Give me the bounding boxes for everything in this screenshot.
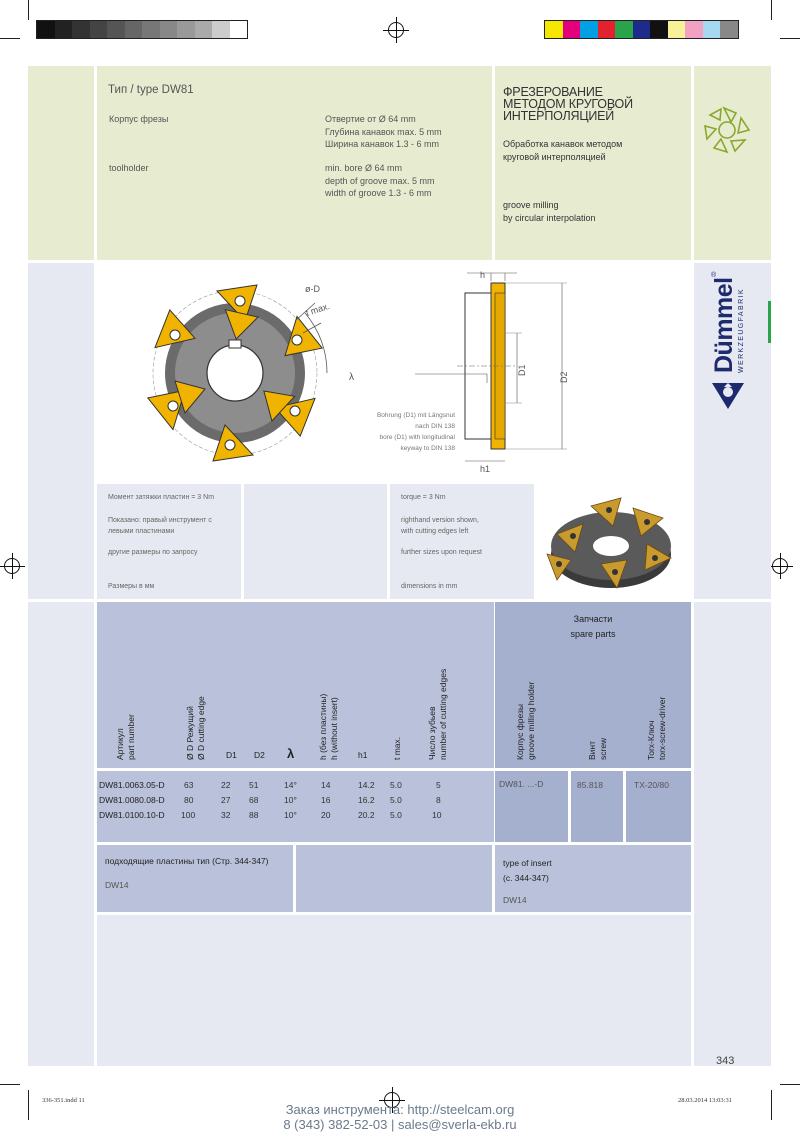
h-label: h: [480, 270, 486, 280]
col-header-h: [318, 694, 340, 760]
cell-d2: 68: [249, 795, 259, 805]
crop-mark: [0, 38, 20, 39]
product-photo: [537, 484, 691, 599]
d2-label: D2: [559, 371, 569, 383]
title-line: МЕТОДОМ КРУГОВОЙ: [503, 97, 633, 111]
h1-label: h1: [480, 464, 491, 474]
crop-mark: [780, 38, 800, 39]
spec-line: min. bore Ø 64 mm: [325, 163, 403, 173]
header-line: groove milling holder: [526, 681, 536, 760]
label-line: (с. 344-347): [503, 873, 549, 883]
cell-h: 14: [321, 780, 331, 790]
file-slug: 336-351.indd 11: [42, 1097, 85, 1104]
footer-website[interactable]: Заказ инструмента: http://steelcam.org: [285, 1102, 515, 1117]
spare-title-en: spare parts: [570, 629, 616, 639]
cell-lambda: 10°: [284, 795, 297, 805]
version-note-en: with cutting edges left: [401, 528, 469, 535]
spare-holder-value: DW81. ...-D: [499, 779, 544, 789]
cell-lambda: 10°: [284, 810, 297, 820]
title-line: ФРЕЗЕРОВАНИЕ: [503, 85, 603, 99]
timestamp-slug: 28.03.2014 13:03:31: [678, 1097, 732, 1104]
header-line: screw: [598, 737, 608, 760]
icon-panel: [694, 66, 771, 260]
cell-h: 16: [321, 795, 331, 805]
subtitle-line: Обработка канавок методом: [503, 139, 623, 149]
note-line: bore (D1) with longitudinal: [379, 434, 455, 441]
col-header-tmax: [392, 737, 403, 760]
note-line: nach DIN 138: [415, 423, 455, 430]
cell-h: 20: [321, 810, 331, 820]
technical-drawing-area: [97, 263, 691, 483]
subtitle-line: by circular interpolation: [503, 212, 596, 223]
color-bar: [544, 20, 739, 39]
registration-mark-left: [4, 558, 20, 574]
torque-note-en: torque = 3 Nm: [401, 494, 446, 501]
od-label: ø-D: [305, 284, 320, 294]
header-line: Ø D Режущий: [185, 706, 195, 760]
title-en-sub: [503, 199, 596, 224]
header-line: torx-screw-driver: [657, 696, 667, 760]
col-header-lambda: λ: [287, 746, 295, 761]
spare-title-ru: Запчасти: [573, 614, 613, 624]
cell-article: DW81.0100.10-D: [99, 810, 165, 820]
crop-mark: [780, 1084, 800, 1085]
cell-tmax: 5.0: [390, 810, 402, 820]
cutter-front-view: [148, 285, 327, 461]
header-line: number of cutting edges: [438, 668, 448, 760]
crop-mark: [771, 0, 772, 20]
cell-tmax: 5.0: [390, 780, 402, 790]
col-header-key: [646, 697, 668, 760]
technical-drawing: [97, 263, 691, 483]
col-header-z: [427, 669, 449, 760]
spec-line: depth of groove max. 5 mm: [325, 175, 435, 186]
col-header-screw: [587, 738, 609, 760]
header-line: h (without insert): [329, 697, 339, 760]
spec-line: width of groove 1.3 - 6 mm: [325, 188, 432, 198]
cell-d1: 27: [221, 795, 231, 805]
header-line: Артикул: [115, 728, 125, 760]
version-note-ru: Показано: правый инструмент с: [108, 517, 212, 524]
spec-line: Ширина канавок 1.3 - 6 mm: [325, 139, 440, 149]
cell-article: DW81.0063.05-D: [99, 780, 165, 790]
spare-screw-value: 85.818: [577, 780, 603, 790]
page-number: 343: [716, 1055, 735, 1067]
keyway-note: [377, 412, 456, 452]
registration-mark-right: [772, 558, 788, 574]
notes-ru-panel: [97, 484, 241, 599]
header-line: part number: [126, 714, 136, 760]
spare-holder-cell: [495, 771, 568, 842]
header-specs-panel: [97, 66, 492, 260]
note-line: keyway to DIN 138: [400, 445, 455, 452]
torque-note-ru: Момент затяжки пластин = 3 Nm: [108, 494, 215, 501]
drawing-margin: [28, 263, 94, 599]
sizes-note-ru: другие размеры по запросу: [108, 549, 198, 556]
header-line: Число зубьев: [427, 706, 437, 760]
order-footer: [0, 1102, 800, 1132]
inserts-ru-label: подходящие пластины тип (Стр. 344-347): [105, 856, 269, 866]
header-line: Ø D cutting edge: [196, 696, 206, 760]
col-header-d1: D1: [226, 750, 237, 760]
body-en-label: toolholder: [109, 163, 149, 173]
header-line: Torx-Ключ: [646, 720, 656, 760]
sizes-note-en: further sizes upon request: [401, 549, 482, 556]
crop-mark: [28, 0, 29, 20]
tmax-label: t max.: [304, 300, 331, 318]
version-note-en: righthand version shown,: [401, 517, 479, 524]
d1-label: D1: [517, 364, 527, 376]
grayscale-bar: [36, 20, 248, 39]
cell-h1: 20.2: [358, 810, 375, 820]
spare-screw-cell: [571, 771, 623, 842]
table-margin: [28, 602, 94, 1066]
inserts-en-panel: [495, 845, 691, 912]
cell-h1: 16.2: [358, 795, 375, 805]
footer-contacts[interactable]: 8 (343) 382-52-03 | sales@sverla-ekb.ru: [283, 1117, 517, 1132]
cell-d2: 88: [249, 810, 259, 820]
cell-h1: 14.2: [358, 780, 375, 790]
spare-key-value: TX-20/80: [634, 780, 669, 790]
milling-cutter-photo: [537, 484, 691, 599]
type-label: Тип / type DW81: [108, 84, 194, 96]
cell-z: 8: [436, 795, 441, 805]
notes-en-panel: [390, 484, 534, 599]
label-line: type of insert: [503, 858, 552, 868]
col-header-article: [115, 714, 137, 760]
notes-empty-panel: [244, 484, 387, 599]
spare-parts-title: [495, 612, 691, 642]
subtitle-line: groove milling: [503, 200, 559, 210]
cell-tmax: 5.0: [390, 795, 402, 805]
cell-lambda: 14°: [284, 780, 297, 790]
cell-article: DW81.0080.08-D: [99, 795, 165, 805]
registration-mark-top: [388, 22, 404, 38]
crop-mark: [0, 1084, 20, 1085]
title-line: ИНТЕРПОЛЯЦИЕЙ: [503, 109, 615, 123]
version-note-ru: левыми пластинами: [108, 528, 175, 535]
cutter-side-view: [415, 273, 567, 461]
col-header-h1: h1: [358, 750, 368, 760]
units-note-en: dimensions in mm: [401, 583, 458, 590]
note-line: Bohrung (D1) mit Längsnut: [376, 412, 455, 419]
header-line: t max.: [392, 736, 402, 760]
cell-z: 10: [432, 810, 442, 820]
inserts-en-label: [503, 856, 552, 886]
brand-logo-icon: [710, 381, 746, 411]
cell-d: 80: [184, 795, 194, 805]
empty-bottom-panel: [97, 915, 691, 1066]
cell-d1: 22: [221, 780, 231, 790]
page-title: [503, 86, 633, 122]
groove-milling-icon: [694, 66, 771, 260]
brand-subtitle: WERKZEUGFABRIK: [738, 288, 745, 373]
cell-z: 5: [436, 780, 441, 790]
body-en-specs: [325, 162, 435, 200]
spec-line: Отвертие от Ø 64 mm: [325, 114, 416, 124]
body-ru-label: Корпус фрезы: [109, 114, 169, 124]
title-ru-sub: [503, 138, 622, 163]
header-line: h (без пластины): [318, 693, 328, 760]
body-ru-specs: [325, 113, 442, 151]
brand-registered-mark: ®: [711, 272, 717, 279]
inserts-empty-panel: [296, 845, 492, 912]
subtitle-line: круговой интерполяцией: [503, 151, 606, 162]
lambda-label: λ: [349, 372, 354, 383]
inserts-en-value: DW14: [503, 895, 527, 905]
cell-d: 100: [181, 810, 196, 820]
section-marker: [768, 301, 771, 343]
header-line: Корпус фрезы: [515, 703, 525, 760]
title-panel: [495, 66, 691, 260]
inserts-ru-value: DW14: [105, 880, 129, 890]
header-margin: [28, 66, 94, 260]
inserts-ru-panel: [97, 845, 293, 912]
col-header-d: [185, 696, 207, 760]
cell-d1: 32: [221, 810, 231, 820]
spare-key-cell: [626, 771, 691, 842]
cell-d2: 51: [249, 780, 259, 790]
header-line: Винт: [587, 740, 597, 760]
table-right-margin: [694, 602, 771, 1066]
brand-panel: [694, 263, 771, 599]
brand-name: Dümmel: [710, 277, 738, 373]
col-header-holder: [515, 682, 537, 760]
col-header-d2: D2: [254, 750, 265, 760]
units-note-ru: Размеры в мм: [108, 583, 155, 590]
spec-line: Глубина канавок max. 5 mm: [325, 126, 442, 137]
cell-d: 63: [184, 780, 194, 790]
